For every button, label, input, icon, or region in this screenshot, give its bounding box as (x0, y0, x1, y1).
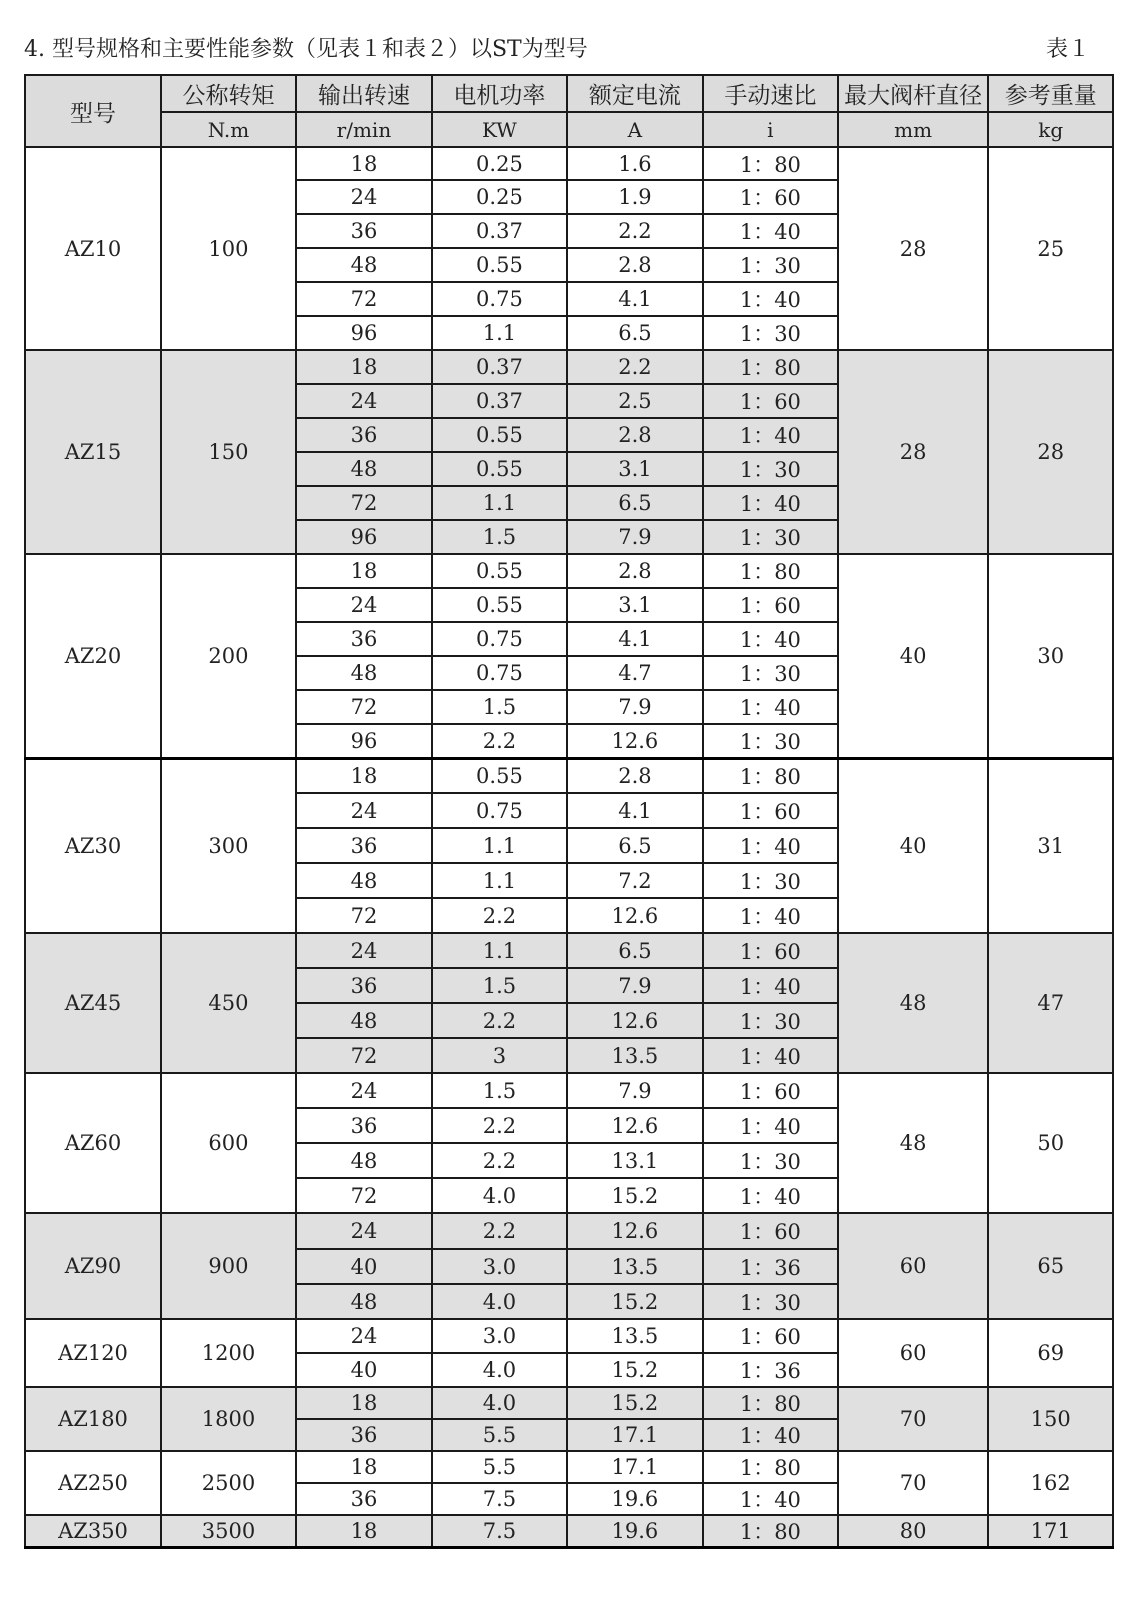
power-cell: 3.0 (432, 1249, 567, 1284)
stem-cell: 80 (838, 1515, 989, 1548)
speed-cell: 48 (296, 1143, 432, 1178)
power-cell: 0.55 (432, 452, 567, 486)
speed-cell: 40 (296, 1353, 432, 1387)
ratio-cell: 1：80 (703, 554, 838, 588)
power-cell: 0.37 (432, 384, 567, 418)
power-cell: 0.55 (432, 758, 567, 793)
table-number: 表１ (1045, 37, 1090, 62)
table-row (25, 1213, 1113, 1249)
speed-cell: 72 (296, 486, 432, 520)
model-cell: AZ10 (25, 147, 161, 350)
speed-cell: 36 (296, 214, 432, 248)
speed-cell: 18 (296, 1515, 432, 1548)
speed-cell: 36 (296, 622, 432, 656)
table-row (25, 933, 1113, 968)
header-row (25, 75, 1113, 112)
power-cell: 7.5 (432, 1515, 567, 1548)
current-cell: 17.1 (567, 1419, 703, 1451)
speed-cell: 48 (296, 1284, 432, 1319)
torque-cell: 3500 (161, 1515, 296, 1548)
speed-cell: 36 (296, 418, 432, 452)
current-cell: 2.2 (567, 350, 703, 384)
ratio-cell: 1：60 (703, 793, 838, 828)
current-cell: 4.7 (567, 656, 703, 690)
power-cell: 0.55 (432, 418, 567, 452)
ratio-cell: 1：30 (703, 248, 838, 282)
power-cell: 0.55 (432, 588, 567, 622)
speed-cell: 48 (296, 1003, 432, 1038)
speed-cell: 24 (296, 933, 432, 968)
model-cell: AZ60 (25, 1073, 161, 1213)
weight-cell: 25 (988, 147, 1113, 350)
stem-cell: 40 (838, 554, 989, 758)
unit-current: A (567, 112, 703, 147)
speed-cell: 36 (296, 968, 432, 1003)
current-cell: 4.1 (567, 622, 703, 656)
torque-cell: 100 (161, 147, 296, 350)
ratio-cell: 1：80 (703, 758, 838, 793)
current-cell: 13.5 (567, 1249, 703, 1284)
ratio-cell: 1：40 (703, 622, 838, 656)
speed-cell: 48 (296, 863, 432, 898)
speed-cell: 72 (296, 282, 432, 316)
ratio-cell: 1：60 (703, 1213, 838, 1249)
ratio-cell: 1：60 (703, 180, 838, 214)
speed-cell: 36 (296, 1483, 432, 1515)
ratio-cell: 1：40 (703, 690, 838, 724)
stem-cell: 48 (838, 933, 989, 1073)
unit-weight: kg (988, 112, 1113, 147)
unit-torque: N.m (161, 112, 296, 147)
current-cell: 12.6 (567, 1213, 703, 1249)
weight-cell: 30 (988, 554, 1113, 758)
power-cell: 4.0 (432, 1353, 567, 1387)
table-row (25, 1387, 1113, 1419)
weight-cell: 47 (988, 933, 1113, 1073)
weight-cell: 28 (988, 350, 1113, 554)
stem-cell: 70 (838, 1387, 989, 1451)
power-cell: 2.2 (432, 1213, 567, 1249)
current-cell: 3.1 (567, 588, 703, 622)
power-cell: 1.5 (432, 520, 567, 554)
ratio-cell: 1：30 (703, 1003, 838, 1038)
speed-cell: 24 (296, 588, 432, 622)
torque-cell: 1800 (161, 1387, 296, 1451)
current-cell: 19.6 (567, 1515, 703, 1548)
power-cell: 0.25 (432, 180, 567, 214)
power-cell: 0.37 (432, 214, 567, 248)
ratio-cell: 1：60 (703, 588, 838, 622)
power-cell: 0.75 (432, 656, 567, 690)
ratio-cell: 1：80 (703, 147, 838, 180)
ratio-cell: 1：40 (703, 1038, 838, 1073)
power-cell: 1.5 (432, 690, 567, 724)
stem-cell: 70 (838, 1451, 989, 1515)
ratio-cell: 1：30 (703, 316, 838, 350)
ratio-cell: 1：80 (703, 350, 838, 384)
table-row (25, 350, 1113, 384)
current-cell: 1.9 (567, 180, 703, 214)
torque-cell: 450 (161, 933, 296, 1073)
speed-cell: 18 (296, 758, 432, 793)
model-cell: AZ180 (25, 1387, 161, 1451)
model-cell: AZ30 (25, 758, 161, 933)
current-cell: 15.2 (567, 1353, 703, 1387)
speed-cell: 40 (296, 1249, 432, 1284)
table-row (25, 1515, 1113, 1548)
weight-cell: 162 (988, 1451, 1113, 1515)
unit-speed: r/min (296, 112, 432, 147)
power-cell: 1.1 (432, 486, 567, 520)
ratio-cell: 1：60 (703, 1073, 838, 1108)
table-row (25, 1451, 1113, 1483)
ratio-cell: 1：40 (703, 282, 838, 316)
col-header-power: 电机功率 (432, 75, 567, 112)
power-cell: 5.5 (432, 1419, 567, 1451)
current-cell: 7.9 (567, 520, 703, 554)
speed-cell: 24 (296, 180, 432, 214)
ratio-cell: 1：40 (703, 968, 838, 1003)
ratio-cell: 1：30 (703, 656, 838, 690)
power-cell: 2.2 (432, 724, 567, 758)
current-cell: 4.1 (567, 282, 703, 316)
current-cell: 6.5 (567, 828, 703, 863)
ratio-cell: 1：40 (703, 1108, 838, 1143)
ratio-cell: 1：40 (703, 1178, 838, 1213)
speed-cell: 36 (296, 1108, 432, 1143)
ratio-cell: 1：80 (703, 1387, 838, 1419)
model-cell: AZ20 (25, 554, 161, 758)
speed-cell: 72 (296, 690, 432, 724)
power-cell: 2.2 (432, 1108, 567, 1143)
power-cell: 0.37 (432, 350, 567, 384)
stem-cell: 28 (838, 350, 989, 554)
speed-cell: 18 (296, 1387, 432, 1419)
ratio-cell: 1：30 (703, 863, 838, 898)
spec-table (24, 74, 1114, 1549)
table-row (25, 758, 1113, 793)
table-row (25, 554, 1113, 588)
power-cell: 0.75 (432, 622, 567, 656)
weight-cell: 171 (988, 1515, 1113, 1548)
current-cell: 7.9 (567, 690, 703, 724)
power-cell: 7.5 (432, 1483, 567, 1515)
table-row (25, 1319, 1113, 1353)
power-cell: 3.0 (432, 1319, 567, 1353)
power-cell: 2.2 (432, 898, 567, 933)
current-cell: 6.5 (567, 316, 703, 350)
power-cell: 1.1 (432, 316, 567, 350)
model-cell: AZ350 (25, 1515, 161, 1548)
speed-cell: 72 (296, 1178, 432, 1213)
stem-cell: 48 (838, 1073, 989, 1213)
stem-cell: 40 (838, 758, 989, 933)
ratio-cell: 1：30 (703, 1284, 838, 1319)
torque-cell: 300 (161, 758, 296, 933)
speed-cell: 72 (296, 898, 432, 933)
table-row (25, 1073, 1113, 1108)
power-cell: 4.0 (432, 1284, 567, 1319)
current-cell: 12.6 (567, 1108, 703, 1143)
unit-stem: mm (838, 112, 989, 147)
col-header-current: 额定电流 (567, 75, 703, 112)
current-cell: 2.8 (567, 248, 703, 282)
table-row (25, 147, 1113, 180)
power-cell: 3 (432, 1038, 567, 1073)
stem-cell: 60 (838, 1319, 989, 1387)
ratio-cell: 1：36 (703, 1249, 838, 1284)
speed-cell: 96 (296, 520, 432, 554)
current-cell: 2.8 (567, 418, 703, 452)
weight-cell: 50 (988, 1073, 1113, 1213)
current-cell: 6.5 (567, 486, 703, 520)
speed-cell: 96 (296, 316, 432, 350)
ratio-cell: 1：40 (703, 898, 838, 933)
power-cell: 1.5 (432, 968, 567, 1003)
current-cell: 12.6 (567, 898, 703, 933)
torque-cell: 900 (161, 1213, 296, 1319)
current-cell: 2.5 (567, 384, 703, 418)
model-cell: AZ120 (25, 1319, 161, 1387)
model-cell: AZ45 (25, 933, 161, 1073)
current-cell: 7.9 (567, 968, 703, 1003)
table-heading (24, 33, 1090, 67)
weight-cell: 31 (988, 758, 1113, 933)
col-header-torque: 公称转矩 (161, 75, 296, 112)
power-cell: 2.2 (432, 1003, 567, 1038)
unit-row (25, 112, 1113, 147)
torque-cell: 1200 (161, 1319, 296, 1387)
current-cell: 2.8 (567, 758, 703, 793)
ratio-cell: 1：60 (703, 384, 838, 418)
current-cell: 19.6 (567, 1483, 703, 1515)
model-cell: AZ90 (25, 1213, 161, 1319)
speed-cell: 24 (296, 384, 432, 418)
col-header-speed: 输出转速 (296, 75, 432, 112)
speed-cell: 72 (296, 1038, 432, 1073)
unit-ratio: i (703, 112, 838, 147)
speed-cell: 48 (296, 452, 432, 486)
weight-cell: 150 (988, 1387, 1113, 1451)
power-cell: 5.5 (432, 1451, 567, 1483)
section-title: 4. 型号规格和主要性能参数（见表１和表２）以ST为型号 (24, 37, 588, 62)
current-cell: 2.8 (567, 554, 703, 588)
speed-cell: 36 (296, 1419, 432, 1451)
current-cell: 3.1 (567, 452, 703, 486)
spec-table-body (25, 147, 1113, 1548)
speed-cell: 18 (296, 147, 432, 180)
speed-cell: 24 (296, 793, 432, 828)
torque-cell: 150 (161, 350, 296, 554)
current-cell: 15.2 (567, 1284, 703, 1319)
stem-cell: 60 (838, 1213, 989, 1319)
speed-cell: 24 (296, 1213, 432, 1249)
speed-cell: 18 (296, 1451, 432, 1483)
power-cell: 0.75 (432, 793, 567, 828)
current-cell: 15.2 (567, 1178, 703, 1213)
ratio-cell: 1：30 (703, 724, 838, 758)
stem-cell: 28 (838, 147, 989, 350)
power-cell: 2.2 (432, 1143, 567, 1178)
power-cell: 4.0 (432, 1387, 567, 1419)
ratio-cell: 1：40 (703, 214, 838, 248)
speed-cell: 18 (296, 350, 432, 384)
weight-cell: 65 (988, 1213, 1113, 1319)
power-cell: 0.25 (432, 147, 567, 180)
speed-cell: 48 (296, 248, 432, 282)
power-cell: 1.1 (432, 828, 567, 863)
col-header-model: 型号 (25, 75, 161, 147)
current-cell: 17.1 (567, 1451, 703, 1483)
power-cell: 4.0 (432, 1178, 567, 1213)
model-cell: AZ15 (25, 350, 161, 554)
ratio-cell: 1：30 (703, 1143, 838, 1178)
current-cell: 13.1 (567, 1143, 703, 1178)
current-cell: 12.6 (567, 1003, 703, 1038)
ratio-cell: 1：40 (703, 418, 838, 452)
ratio-cell: 1：36 (703, 1353, 838, 1387)
current-cell: 15.2 (567, 1387, 703, 1419)
current-cell: 2.2 (567, 214, 703, 248)
torque-cell: 600 (161, 1073, 296, 1213)
power-cell: 0.55 (432, 554, 567, 588)
model-cell: AZ250 (25, 1451, 161, 1515)
current-cell: 7.2 (567, 863, 703, 898)
speed-cell: 24 (296, 1073, 432, 1108)
power-cell: 1.1 (432, 933, 567, 968)
unit-power: KW (432, 112, 567, 147)
current-cell: 7.9 (567, 1073, 703, 1108)
ratio-cell: 1：60 (703, 1319, 838, 1353)
speed-cell: 96 (296, 724, 432, 758)
weight-cell: 69 (988, 1319, 1113, 1387)
current-cell: 1.6 (567, 147, 703, 180)
ratio-cell: 1：80 (703, 1515, 838, 1548)
power-cell: 1.1 (432, 863, 567, 898)
speed-cell: 36 (296, 828, 432, 863)
ratio-cell: 1：40 (703, 828, 838, 863)
current-cell: 13.5 (567, 1319, 703, 1353)
current-cell: 6.5 (567, 933, 703, 968)
speed-cell: 48 (296, 656, 432, 690)
power-cell: 0.55 (432, 248, 567, 282)
power-cell: 0.75 (432, 282, 567, 316)
ratio-cell: 1：40 (703, 1419, 838, 1451)
col-header-stem: 最大阀杆直径 (838, 75, 989, 112)
ratio-cell: 1：60 (703, 933, 838, 968)
torque-cell: 2500 (161, 1451, 296, 1515)
ratio-cell: 1：40 (703, 1483, 838, 1515)
col-header-weight: 参考重量 (988, 75, 1113, 112)
current-cell: 4.1 (567, 793, 703, 828)
current-cell: 13.5 (567, 1038, 703, 1073)
speed-cell: 18 (296, 554, 432, 588)
power-cell: 1.5 (432, 1073, 567, 1108)
ratio-cell: 1：30 (703, 520, 838, 554)
current-cell: 12.6 (567, 724, 703, 758)
speed-cell: 24 (296, 1319, 432, 1353)
torque-cell: 200 (161, 554, 296, 758)
ratio-cell: 1：40 (703, 486, 838, 520)
ratio-cell: 1：30 (703, 452, 838, 486)
ratio-cell: 1：80 (703, 1451, 838, 1483)
col-header-ratio: 手动速比 (703, 75, 838, 112)
